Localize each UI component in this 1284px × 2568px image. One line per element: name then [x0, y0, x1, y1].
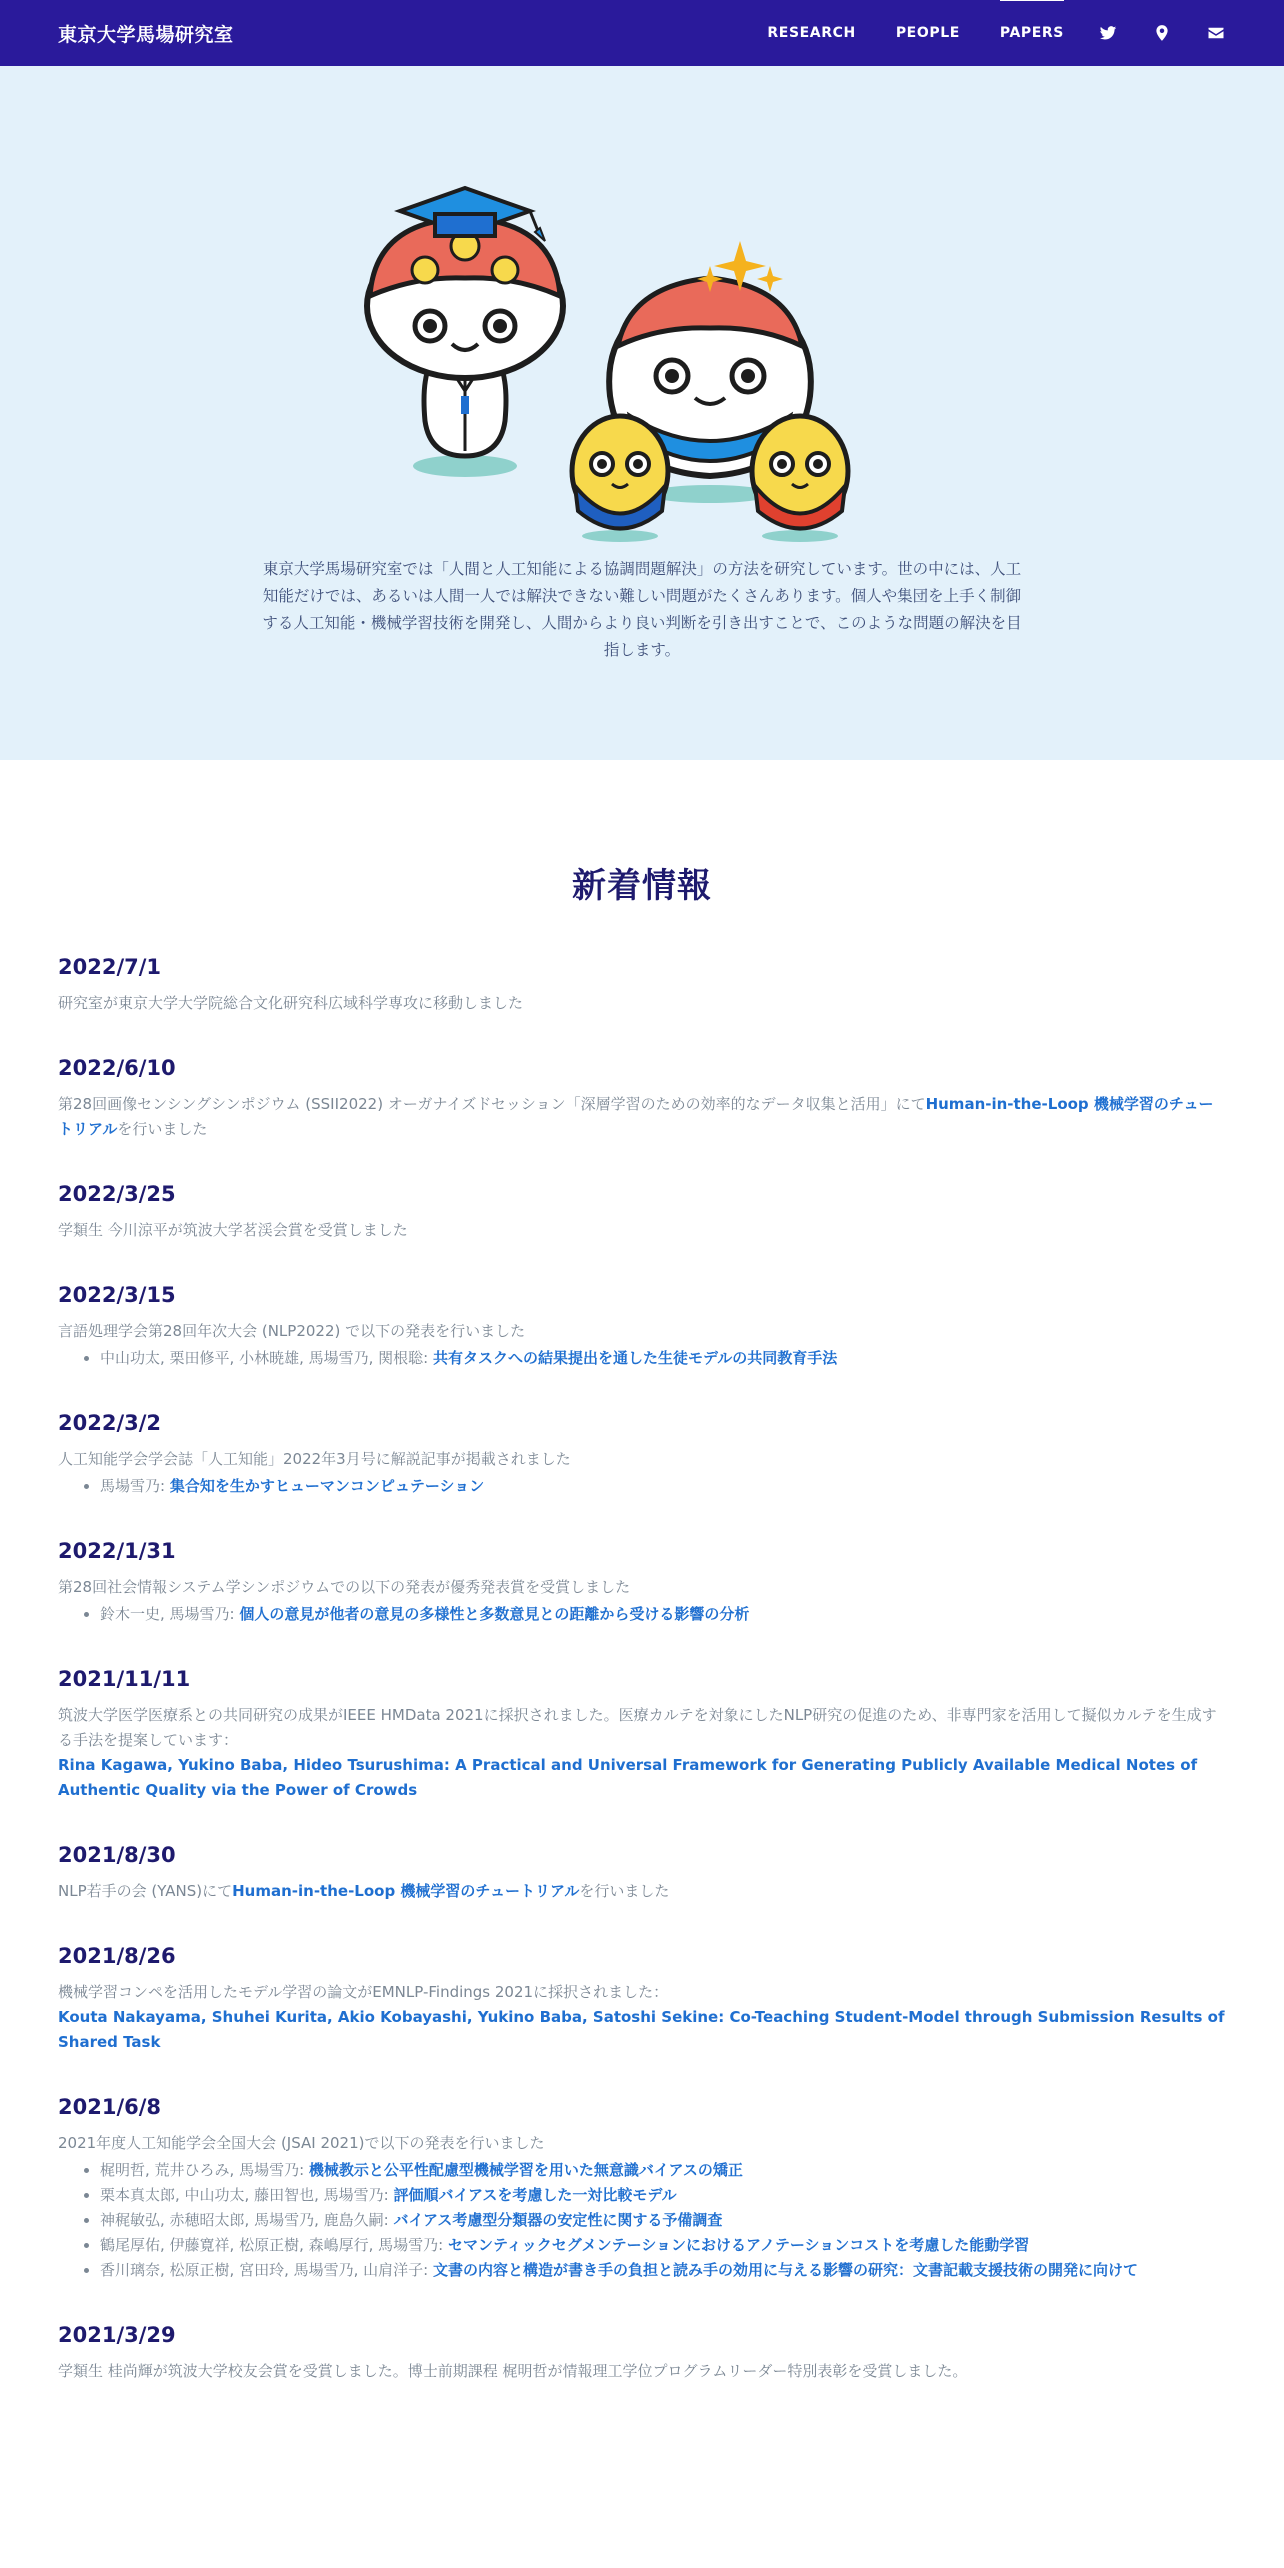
news-date: 2022/3/15 — [58, 1283, 176, 1307]
tutorial-link[interactable]: Human-in-the-Loop 機械学習のチュートリアル — [58, 1095, 1214, 1138]
twitter-icon[interactable] — [1098, 23, 1118, 43]
nav-research-link[interactable]: RESEARCH — [767, 25, 856, 41]
nav-menu — [727, 0, 1226, 66]
news-item — [58, 955, 1226, 1016]
news-date: 2021/6/8 — [58, 2095, 162, 2119]
news-date: 2022/7/1 — [58, 955, 162, 979]
news-item — [58, 1411, 1226, 1499]
news-text-prefix: NLP若手の会 (YANS)にて — [58, 1882, 233, 1900]
publication-item — [100, 2258, 1226, 2283]
news-item — [58, 1283, 1226, 1371]
news-text-prefix: 第28回画像センシングシンポジウム (SSII2022) オーガナイズドセッション「深層学習のための効率的なデータ収集と活用」にて — [58, 1095, 926, 1113]
paper-link[interactable]: Kouta Nakayama, Shuhei Kurita, Akio Kobayashi, Yukino Baba, Satoshi Sekine: Co-Teaching Student-Model through Submission Results of Shared Task — [58, 2008, 1225, 2051]
publication-item — [100, 1346, 1226, 1371]
news-item — [58, 1944, 1226, 2055]
publication-authors: 鶴尾厚佑, 伊藤寛祥, 松原正樹, 森嶋厚行, 馬場雪乃: — [100, 2236, 448, 2254]
lab-description: 東京大学馬場研究室では「人間と人工知能による協調問題解決」の方法を研究しています。世の中には、人工知能だけでは、あるいは人間一人では解決できない難しい問題がたくさんあります。個人や集団を上手く制御する人工知能・機械学習技術を開発し、人間からより良い判断を引き出すことで、このような問題の解決を目指します。 — [262, 560, 1022, 659]
publication-title-link[interactable]: 機械教示と公平性配慮型機械学習を用いた無意識バイアスの矯正 — [308, 2161, 743, 2179]
news-text-suffix: を行いました — [579, 1882, 670, 1900]
news-date: 2021/8/30 — [58, 1843, 176, 1867]
publication-title-link[interactable]: セマンティックセグメンテーションにおけるアノテーションコストを考慮した能動学習 — [447, 2236, 1030, 2254]
map-marker-icon[interactable] — [1152, 23, 1172, 43]
publication-authors: 香川璃奈, 松原正樹, 宮田玲, 馬場雪乃, 山肩洋子: — [100, 2261, 433, 2279]
news-item — [58, 2323, 1226, 2384]
publication-authors: 栗本真太郎, 中山功太, 藤田智也, 馬場雪乃: — [100, 2186, 394, 2204]
news-date: 2021/8/26 — [58, 1944, 176, 1968]
tutorial-link[interactable]: Human-in-the-Loop 機械学習のチュートリアル — [232, 1882, 580, 1900]
news-item — [58, 1667, 1226, 1803]
publication-list — [58, 1602, 1226, 1627]
news-text: 2021年度人工知能学会全国大会 (JSAI 2021)で以下の発表を行いました — [58, 2134, 545, 2152]
news-item — [58, 1539, 1226, 1627]
paper-link[interactable]: Rina Kagawa, Yukino Baba, Hideo Tsurushima: A Practical and Universal Framework for Generating Publicly Available Medical Notes of Authentic Quality via the Power of Crowds — [58, 1756, 1198, 1799]
publication-item — [100, 2158, 1226, 2183]
top-navbar — [0, 0, 1284, 66]
publication-item — [100, 1474, 1226, 1499]
news-item — [58, 1182, 1226, 1243]
publication-list — [58, 1474, 1226, 1499]
news-date: 2022/3/2 — [58, 1411, 162, 1435]
publication-authors: 中山功太, 栗田修平, 小林暁雄, 馬場雪乃, 関根聡: — [100, 1349, 433, 1367]
news-text — [58, 1879, 1226, 1904]
publication-item — [100, 2183, 1226, 2208]
news-text: 機械学習コンペを活用したモデル学習の論文がEMNLP-Findings 2021に採択されました： — [58, 1983, 669, 2001]
news-date: 2022/6/10 — [58, 1056, 176, 1080]
news-date: 2022/3/25 — [58, 1182, 176, 1206]
news-item — [58, 1056, 1226, 1142]
news-item — [58, 2095, 1226, 2283]
publication-title-link[interactable]: 集合知を生かすヒューマンコンピュテーション — [169, 1477, 485, 1495]
news-date: 2022/1/31 — [58, 1539, 176, 1563]
envelope-icon[interactable] — [1206, 23, 1226, 43]
publication-item — [100, 2233, 1226, 2258]
news-text: 第28回社会情報システム学シンポジウムでの以下の発表が優秀発表賞を受賞しました — [58, 1578, 631, 1596]
publication-list — [58, 2158, 1226, 2283]
publication-item — [100, 1602, 1226, 1627]
publication-title-link[interactable]: 個人の意見が他者の意見の多様性と多数意見との距離から受ける影響の分析 — [239, 1605, 750, 1623]
news-item — [58, 1843, 1226, 1904]
news-text: 学類生 桂尚輝が筑波大学校友会賞を受賞しました。博士前期課程 梶明哲が情報理工学位プログラムリーダー特別表彰を受賞しました。 — [58, 2362, 968, 2380]
mascot-illustration — [340, 166, 960, 566]
news-text: 筑波大学医学医療系との共同研究の成果がIEEE HMData 2021に採択されました。医療カルテを対象にしたNLP研究の促進のため、非専門家を活用して擬似カルテを生成する手法を提案しています： — [58, 1706, 1217, 1749]
news-date: 2021/11/11 — [58, 1667, 191, 1691]
publication-title-link[interactable]: 文書の内容と構造が書き手の負担と読み手の効用に与える影響の研究：文書記載支援技術の開発に向けて — [432, 2261, 1138, 2279]
publication-title-link[interactable]: 評価順バイアスを考慮した一対比較モデル — [393, 2186, 677, 2204]
publication-authors: 梶明哲, 荒井ひろみ, 馬場雪乃: — [100, 2161, 309, 2179]
news-list — [58, 955, 1226, 2424]
news-text-suffix: を行いました — [117, 1120, 208, 1138]
publication-authors: 馬場雪乃: — [100, 1477, 170, 1495]
nav-papers-link[interactable]: PAPERS — [1000, 0, 1064, 66]
news-text: 人工知能学会学会誌「人工知能」2022年3月号に解説記事が掲載されました — [58, 1450, 571, 1468]
publication-item — [100, 2208, 1226, 2233]
news-text: 学類生 今川涼平が筑波大学茗渓会賞を受賞しました — [58, 1221, 408, 1239]
publication-authors: 鈴木一史, 馬場雪乃: — [100, 1605, 240, 1623]
news-text — [58, 1092, 1226, 1142]
news-text: 言語処理学会第28回年次大会 (NLP2022) で以下の発表を行いました — [58, 1322, 526, 1340]
publication-authors: 神䅏敏弘, 赤穂昭太郎, 馬場雪乃, 鹿島久嗣: — [100, 2211, 394, 2229]
publication-list — [58, 1346, 1226, 1371]
publication-title-link[interactable]: 共有タスクへの結果提出を通した生徒モデルの共同教育手法 — [432, 1349, 838, 1367]
hero-section — [0, 66, 1284, 760]
nav-people-link[interactable]: PEOPLE — [895, 25, 960, 41]
news-text: 研究室が東京大学大学院総合文化研究科広域科学専攻に移動しました — [58, 994, 524, 1012]
brand-logo-text[interactable]: 東京大学馬場研究室 — [58, 23, 234, 46]
publication-title-link[interactable]: バイアス考慮型分類器の安定性に関する予備調査 — [393, 2211, 723, 2229]
news-date: 2021/3/29 — [58, 2323, 176, 2347]
news-heading: 新着情報 — [572, 866, 712, 906]
